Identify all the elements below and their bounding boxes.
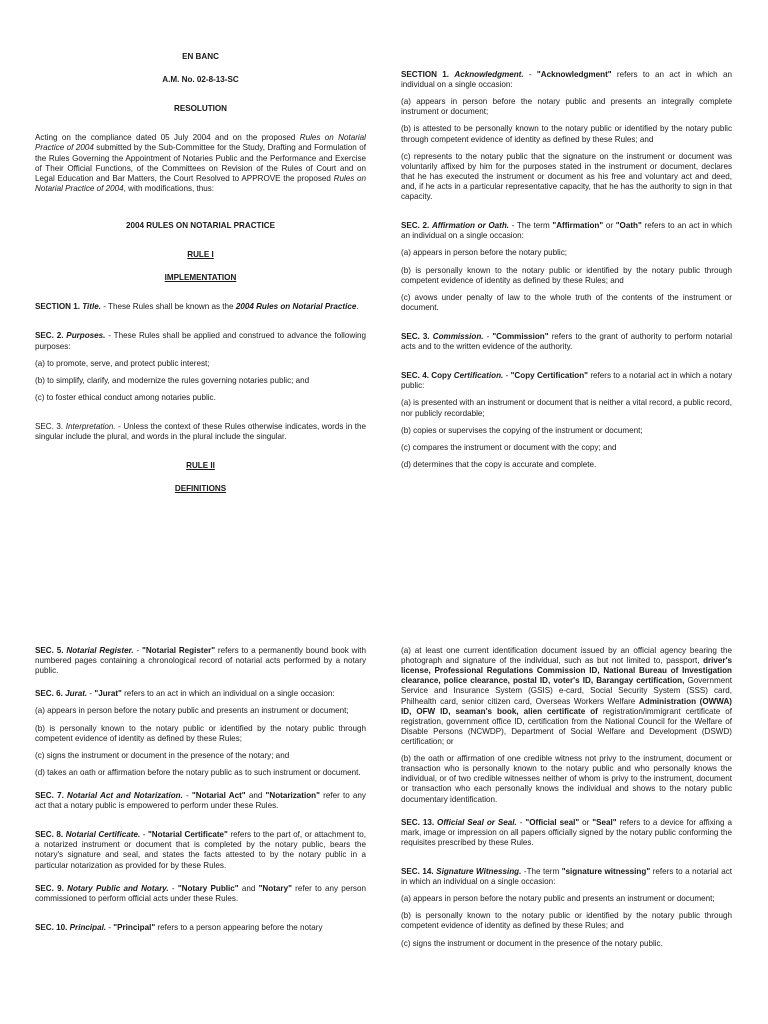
section-text: - These Rules shall be applied and construed to advance the following purposes: xyxy=(35,331,366,351)
section-name: Principal. xyxy=(69,922,107,932)
section-label: SEC. 5. xyxy=(35,646,64,655)
top-right-column xyxy=(401,70,732,477)
defined-term: "Seal" xyxy=(592,817,617,827)
section-text: refers to an act in which an individual on a single occasion: xyxy=(401,70,732,90)
defined-term: "Notary" xyxy=(258,883,292,893)
bottom-right-column xyxy=(401,646,732,956)
section-text: refers to the grant of authority to perform notarial acts and to the written evidence of the authority. xyxy=(401,331,733,352)
intro-text-a: Acting on the compliance dated 05 July 2004 and on the proposed xyxy=(35,133,300,143)
copy-b: (b) copies or supervises the copying of the instrument or document; xyxy=(401,425,643,435)
section-label: SEC. 14. xyxy=(401,866,434,876)
defined-term: "Notarial Act" xyxy=(191,790,246,800)
oath-a: (a) appears in person before the notary public; xyxy=(401,248,568,258)
oath-b: (b) is personally known to the notary public or identified by the notary public through competent evidence of identity as defined by these Rules; and xyxy=(401,265,732,285)
id-text-2: driver's license, Professional Regulations Commission ID, National Bureau of Investigation clearance, police clearance, postal ID, voter's ID, Barangay certification, xyxy=(401,656,732,686)
section-1-title xyxy=(35,302,366,312)
section-text: or xyxy=(603,221,616,231)
section-3-interpretation xyxy=(35,422,366,442)
intro-text-e: , with modifications, thus: xyxy=(123,183,215,193)
section-label: SEC. 2. xyxy=(35,331,64,341)
definition-official-seal: SEC. 13. Official Seal or Seal. - "Official seal" or "Seal" refers to a device for affixing a mark, image or impression on all papers officially signed by the notary public conforming the requisites prescribed by these Rules. xyxy=(401,817,732,847)
section-text: refer to any act that a notary public is empowered to perform under these Rules. xyxy=(35,790,366,811)
section-label: SEC. 3. xyxy=(401,331,430,341)
section-text: refers to an act in which an individual on a single occasion: xyxy=(401,221,732,241)
section-name: Notarial Certificate. xyxy=(65,830,141,840)
defined-term: "Commission" xyxy=(492,331,549,341)
section-name: Acknowledgment. xyxy=(454,70,524,79)
section-label: SEC. 13. xyxy=(401,817,435,827)
section-text: - Unless the context of these Rules otherwise indicates, words in the singular include the plural, and words in the plural include the singular. xyxy=(35,421,366,442)
intro-rules-title-2: Rules on Notarial Practice of 2004 xyxy=(35,173,366,193)
rule-1-heading: RULE I xyxy=(187,250,214,260)
section-text-end: . xyxy=(356,302,359,312)
defined-term: "Notarial Certificate" xyxy=(147,830,228,840)
section-name: Title. xyxy=(82,302,101,312)
implementation-heading: IMPLEMENTATION xyxy=(164,273,237,283)
jurat-d: (d) takes an oath or affirmation before the notary public as to such instrument or document. xyxy=(35,767,361,777)
rules-title: 2004 RULES ON NOTARIAL PRACTICE xyxy=(125,220,275,230)
section-name: Notarial Act and Notarization. xyxy=(67,790,183,800)
section-text: and xyxy=(245,790,266,800)
ack-a: (a) appears in person before the notary public and presents an integrally complete instrument or document; xyxy=(401,97,732,117)
defined-term: "Copy Certification" xyxy=(510,371,589,381)
sigwit-c: (c) signs the instrument or document in the presence of the notary public. xyxy=(401,938,663,948)
defined-term: "Affirmation" xyxy=(552,221,604,231)
definition-affirmation xyxy=(401,221,732,241)
section-label: SEC. 6. xyxy=(35,689,63,699)
id-text-1: (a) at least one current identification document issued by an official agency bearing the photograph and signature of the individual, such as but not limited to, passport, xyxy=(401,646,732,666)
section-text: refers to a notarial act in which a notary public: xyxy=(401,371,733,391)
sigwit-b: (b) is personally known to the notary public or identified by the notary public through competent evidence of identity as defined by these Rules; and xyxy=(401,911,732,931)
section-name: Notarial Register. xyxy=(66,646,134,655)
resolution-heading: RESOLUTION xyxy=(173,104,228,114)
section-text: refers to a person appearing before the notary xyxy=(155,922,323,932)
jurat-c: (c) signs the instrument or document in the presence of the notary; and xyxy=(35,750,290,760)
defined-term: "Notary Public" xyxy=(177,883,239,893)
defined-term: "Official seal" xyxy=(525,817,580,827)
top-left-column xyxy=(35,52,366,501)
rule-2-heading: RULE II xyxy=(186,461,215,471)
section-name: Commission. xyxy=(432,331,484,341)
section-name: Official Seal or Seal. xyxy=(437,817,517,827)
section-2-purposes xyxy=(35,331,366,351)
section-text: or xyxy=(579,817,593,827)
section-label: SEC. 7. xyxy=(35,790,64,800)
definition-principal: SEC. 10. Principal. - "Principal" refers to a person appearing before the notary xyxy=(35,922,323,932)
purpose-b: (b) to simplify, clarify, and modernize the rules governing notaries public; and xyxy=(35,375,310,385)
section-label: SEC. 3. xyxy=(35,421,64,431)
definition-jurat: SEC. 6. Jurat. - "Jurat" refers to an act in which an individual on a single occasion: xyxy=(35,689,335,699)
section-text: refers to a permanently bound book with numbered pages containing a chronological record of notarial acts performed by a notary public. xyxy=(35,646,367,676)
jurat-b: (b) is personally known to the notary public or identified by the notary public through competent evidence of identity as defined by these Rules; xyxy=(35,723,366,743)
section-label: SEC. 4. Copy xyxy=(401,371,452,381)
defined-term: "Oath" xyxy=(615,221,642,231)
section-name: Certification. xyxy=(453,371,504,381)
section-name: Purposes. xyxy=(66,331,106,341)
defined-term: "Notarial Register" xyxy=(142,646,216,655)
bottom-left-column xyxy=(35,646,366,940)
intro-text-c: submitted by the Sub-Committee for the Study, Drafting and Formulation of the Rules Governing the Appointment of Notaries Public and the Performance and Exercise of Their Official Functions, of the Committees on Revision of the Rules of Court and on Legal Education and Bar Matters, the Court Resolved to APPROVE the proposed xyxy=(35,143,366,183)
section-text: and xyxy=(238,883,259,893)
section-name: Notary Public and Notary. xyxy=(67,883,169,893)
section-label: SEC. 2. xyxy=(401,221,430,231)
section-label: SECTION 1. xyxy=(401,70,450,79)
section-label: SEC. 10. xyxy=(35,922,68,932)
competent-evidence-a xyxy=(401,646,732,747)
ack-b: (b) is attested to be personally known to the notary public or identified by the notary public through competent evidence of identity as defined by these Rules; and xyxy=(401,124,732,144)
definition-notarial-certificate: SEC. 8. Notarial Certificate. - "Notarial Certificate" refers to the part of, or attachment to, a notarized instrument or document that is completed by the notary public, bears the notary's signature and seal, and states the facts attested to by the notary public in a particular notarization as provided for by these Rules. xyxy=(35,830,366,870)
section-text: refers to a device for affixing a mark, image or impression on all papers officially signed by the notary public conforming the requisites prescribed by these Rules. xyxy=(401,817,732,847)
oath-c: (c) avows under penalty of law to the whole truth of the contents of the instrument or document. xyxy=(401,292,732,312)
sigwit-a: (a) appears in person before the notary public and presents an instrument or document; xyxy=(401,894,715,904)
definition-notary-public: SEC. 9. Notary Public and Notary. - "Notary Public" and "Notary" refer to any person commissioned to perform official acts under these Rules. xyxy=(35,883,366,903)
section-label: SEC. 9. xyxy=(35,883,64,893)
defined-term: "Jurat" xyxy=(94,689,122,699)
purpose-c: (c) to foster ethical conduct among notaries public. xyxy=(35,392,216,402)
competent-evidence-b: (b) the oath or affirmation of one credible witness not privy to the instrument, document or transaction who is personally known to the notary public and who personally knows the individual, or of two credible witnesses neither of whom is privy to the instrument, document or transaction who each personally knows the individual and shows to the notary public documentary identification. xyxy=(401,754,732,804)
section-text: refers to a notarial act in which an individual on a single occasion: xyxy=(401,866,733,887)
ack-c: (c) represents to the notary public that the signature on the instrument or document was voluntarily affixed by him for the purposes stated in the instrument or document, declares that he has executed the instrument or document as his free and voluntary act and deed, and, if he acts in a particular representative capacity, that he has the authority to sign in that capacity. xyxy=(401,151,732,202)
id-text-3: Government Service and Insurance System (GSIS) e-card, Social Security System (SSS) card, Philhealth card, senior citizen card, Overseas Workers Welfare xyxy=(401,676,732,706)
purpose-a: (a) to promote, serve, and protect public interest; xyxy=(35,358,210,368)
en-banc-heading: EN BANC xyxy=(182,52,219,61)
copy-c: (c) compares the instrument or document with the copy; and xyxy=(401,442,617,452)
section-name: Jurat. xyxy=(65,689,88,699)
section-label: SECTION 1. xyxy=(35,302,80,312)
section-name: Affirmation or Oath. xyxy=(431,221,510,231)
definition-commission: SEC. 3. Commission. - "Commission" refers to the grant of authority to perform notarial acts and to the written evidence of the authority. xyxy=(401,331,733,352)
definition-signature-witnessing xyxy=(401,867,732,887)
defined-term: "Principal" xyxy=(113,922,156,932)
definition-acknowledgment: SECTION 1. Acknowledgment. - "Acknowledgment" refers to an act in which an individual on a single occasion: xyxy=(401,70,732,90)
section-emph: 2004 Rules on Notarial Practice xyxy=(235,302,357,312)
copy-a: (a) is presented with an instrument or document that is neither a vital record, a public record, nor publicly recordable; xyxy=(401,398,732,418)
definition-copy-certification: SEC. 4. Copy Certification. - "Copy Certification" refers to a notarial act in which a notary public: xyxy=(401,371,733,391)
definition-notarial-act: SEC. 7. Notarial Act and Notarization. - "Notarial Act" and "Notarization" refer to any act that a notary public is empowered to perform under these Rules. xyxy=(35,790,366,811)
defined-term: "signature witnessing" xyxy=(561,866,651,876)
definitions-heading: DEFINITIONS xyxy=(174,484,227,494)
section-text: - The term xyxy=(509,221,553,231)
section-text: refers to an act in which an individual on a single occasion: xyxy=(121,689,335,699)
section-name: Signature Witnessing. xyxy=(436,866,522,876)
defined-term: "Acknowledgment" xyxy=(536,70,612,79)
id-text-5: registration/immigrant certificate of registration, government office ID, certification from the National Council for the Welfare of Disable Persons (NCWDP), Department of Social Welfare and Development (DSWD) certification; or xyxy=(401,706,732,746)
section-text: -The term xyxy=(521,866,562,876)
intro-rules-title: Rules on Notarial Practice of 2004 xyxy=(35,133,366,153)
jurat-a: (a) appears in person before the notary public and presents an instrument or document; xyxy=(35,706,349,716)
section-text: - These Rules shall be known as the xyxy=(100,302,236,312)
definition-notarial-register: SEC. 5. Notarial Register. - "Notarial Register" refers to a permanently bound book with numbered pages containing a chronological record of notarial acts performed by a notary public. xyxy=(35,646,367,676)
section-text: refer to any person commissioned to perform official acts under these Rules. xyxy=(35,883,366,903)
section-name: Interpretation. xyxy=(65,421,116,431)
intro-paragraph xyxy=(35,133,366,194)
section-text: refers to the part of, or attachment to, a notarized instrument or document that is completed by the notary public, bears the notary's signature and seal, and states the facts attested to by the notary public in a particular notarization as provided for by these Rules. xyxy=(35,830,366,870)
id-text-4: Administration (OWWA) ID, OFW ID, seaman's book, alien certificate of xyxy=(401,696,733,716)
section-label: SEC. 8. xyxy=(35,830,64,840)
am-number: A.M. No. 02-8-13-SC xyxy=(162,75,239,85)
defined-term: "Notarization" xyxy=(265,790,320,800)
copy-d: (d) determines that the copy is accurate and complete. xyxy=(401,459,597,469)
